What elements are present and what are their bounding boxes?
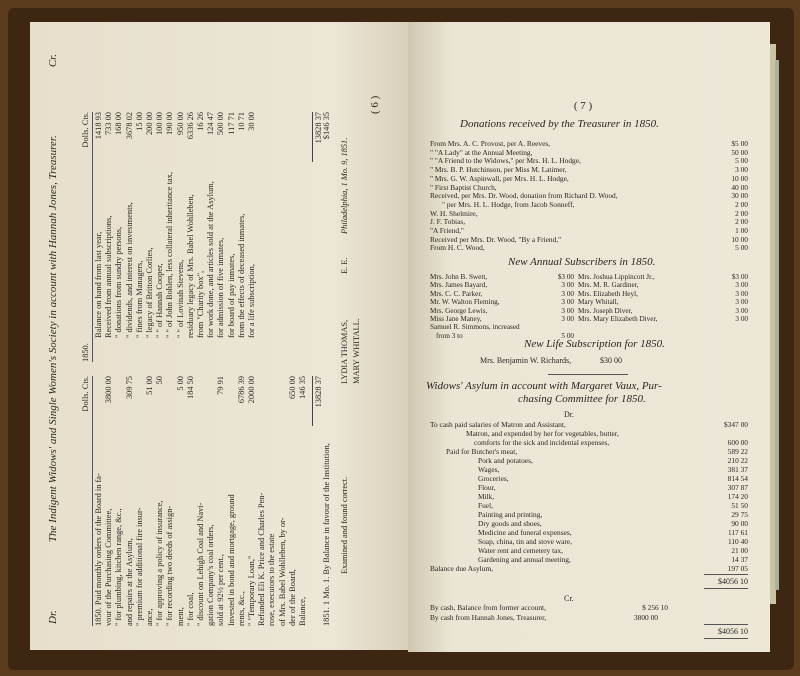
- donation-amount: 2 00: [735, 208, 748, 218]
- dr-text: Soap, china, tin and stove ware,: [478, 537, 572, 546]
- cr-amount: 3800 00: [633, 612, 658, 622]
- donation-amount: 40 00: [731, 182, 748, 192]
- credit-text: from "Charity box",: [196, 270, 205, 338]
- dr-label: Dr.: [564, 410, 574, 419]
- cr-label: Cr.: [564, 594, 574, 603]
- credit-amount: 733 00: [104, 112, 114, 136]
- donation-text: From Mrs. A. C. Provost, per A. Reeves,: [430, 139, 551, 148]
- debit-text: Balance,: [298, 596, 307, 626]
- life-amount: $30 00: [600, 356, 622, 365]
- credit-text: for admission of five inmates,: [216, 237, 226, 338]
- debit-text: " "Temporary Loan,": [247, 555, 256, 626]
- debit-amount: 650 00: [287, 376, 297, 400]
- dr-text: Gardening and annual meeting,: [478, 555, 571, 564]
- donation-text: " per Mrs. H. L. Hodge, from Jacob Sonneff,: [442, 199, 575, 209]
- debit-amount: 79 91: [216, 376, 226, 395]
- donation-amount: 10 00: [731, 234, 748, 244]
- dr-text: Matron, and expended by her for vegetables, butter,: [466, 429, 619, 438]
- credit-text: " fines from Managers,: [134, 260, 144, 338]
- cr-total-rule: [704, 624, 748, 625]
- annual-right-name: Mrs. Joseph Diver,: [578, 306, 633, 315]
- annual-left-name: Mrs. C. C. Parker,: [430, 289, 483, 298]
- credit-total: 13828 37: [314, 112, 324, 144]
- examined-note: Examined and found correct.: [340, 476, 349, 574]
- credit-text: for a life subscription,: [247, 264, 256, 338]
- signer-1: LYDIA THOMAS,: [340, 319, 349, 384]
- dr-text: Water rent and cemetery tax,: [478, 546, 563, 555]
- annual-right-amount: 3 00: [735, 315, 748, 323]
- donation-text: From H. C. Wood,: [430, 243, 485, 253]
- annual-right-name: Mary Whitall,: [578, 298, 619, 307]
- dr-amount: 210 22: [727, 456, 748, 465]
- annual-right-name: Mrs. Mary Elizabeth Diver,: [578, 315, 658, 323]
- donation-amount: 50 00: [731, 147, 748, 157]
- debit-text: rents, &c.,: [236, 591, 246, 626]
- dr-text: Flour,: [478, 483, 496, 492]
- donation-text: Received, per Mrs. Dr. Wood, donation from Richard D. Wood,: [430, 191, 618, 201]
- right-page: [408, 22, 770, 652]
- debit-amount: 184 50: [185, 376, 195, 400]
- debit-amount: 146 35: [298, 376, 307, 400]
- credit-text: " legacy of Britton Corlies,: [145, 247, 154, 338]
- donation-amount: 10 00: [731, 173, 748, 183]
- section-divider: [548, 374, 628, 375]
- annual-title: New Annual Subscribers in 1850.: [508, 256, 656, 268]
- dr-total-rule: [704, 574, 748, 575]
- credit-year-header: 1850.: [81, 343, 90, 362]
- credit-text: residuary legacy of Mrs. Babel Wohlleben,: [185, 194, 195, 338]
- debit-text: ance,: [145, 608, 154, 626]
- donation-text: " "A Friend to the Widows," per Mrs. H. L. Hodge,: [430, 156, 581, 166]
- annual-right-amount: $3 00: [731, 273, 748, 281]
- cr-total-rule-bottom: [704, 638, 748, 639]
- credit-amount: 6336 26: [185, 112, 195, 140]
- annual-left-name: Mrs. George Lewis,: [430, 306, 488, 315]
- cr-amount: $ 256 10: [642, 603, 668, 612]
- left-page-number: ( 6 ): [369, 95, 381, 114]
- debit-text: " for approving a policy of insurance,: [155, 500, 165, 626]
- debit-text: vour of the Purchasing Committee,: [104, 508, 114, 626]
- dr-amount: 174 20: [727, 492, 748, 501]
- credit-text: " donations from sundry persons,: [114, 226, 124, 338]
- dr-amount: 307 87: [727, 483, 748, 492]
- dr-amount: 110 40: [727, 537, 748, 546]
- dr-text: Fuel,: [478, 501, 493, 510]
- dr-text: Balance due Asylum,: [430, 564, 494, 573]
- debit-text: der of the Board,: [287, 569, 297, 626]
- donation-amount: 5 00: [735, 156, 748, 166]
- credit-amount: 190 00: [165, 112, 175, 136]
- debit-text: " for recording two deeds of assign-: [165, 505, 175, 626]
- rotated-account: [40, 34, 400, 634]
- credit-amount: 16 26: [196, 112, 205, 131]
- annual-left-amount: 3 00: [561, 281, 574, 290]
- debit-text: gation Company's coal orders,: [206, 524, 216, 626]
- debit-text: ment,: [175, 607, 185, 626]
- credit-text: " " of Lovinah Stevens,: [175, 259, 185, 338]
- donation-amount: 1 00: [735, 226, 748, 235]
- annual-left-name: Mrs. John B. Swett,: [430, 273, 488, 281]
- dr-amount: 197 05: [727, 564, 748, 573]
- credit-amount: 117 71: [226, 112, 236, 135]
- credit-amount: 1418 93: [94, 112, 103, 140]
- annual-left-amount: 5 00: [561, 331, 574, 340]
- debit-amount: 5 00: [175, 376, 185, 391]
- left-page: [30, 22, 408, 650]
- dr-text: Groceries,: [478, 474, 509, 483]
- credit-amount: 100 00: [155, 112, 165, 136]
- debit-dolls-header: Dolls. Cts.: [81, 376, 90, 412]
- dr-amount: 600 00: [727, 438, 748, 447]
- debit-amount: 2000 00: [247, 376, 256, 404]
- donation-text: Received per Mrs. Dr. Wood, "By a Friend,": [430, 234, 562, 244]
- credit-text: Received from annual subscriptions,: [104, 215, 114, 338]
- debit-amount: 3800 00: [104, 376, 114, 404]
- credit-dolls-header: Dolls. Cts.: [81, 112, 90, 148]
- right-page-number: ( 7 ): [573, 100, 593, 112]
- credit-amount: 15 00: [134, 112, 144, 131]
- balance-row: [322, 112, 332, 626]
- cr-text: By cash from Hannah Jones, Treasurer,: [430, 612, 547, 622]
- life-title: New Life Subscription for 1850.: [524, 338, 665, 350]
- debit-text: Invested in bond and mortgage, ground: [226, 494, 236, 626]
- credit-amount: 124 47: [206, 112, 216, 136]
- dr-amount: 29 75: [731, 510, 748, 519]
- debit-text: sold at 92½ per cent.,: [216, 554, 226, 626]
- life-name: Mrs. Benjamin W. Richards,: [480, 356, 572, 365]
- debit-text: " discount on Lehigh Coal and Navi-: [196, 502, 205, 626]
- dr-text: Wages,: [478, 465, 500, 474]
- balance-amount: $146 35: [322, 112, 331, 140]
- header-cr: Cr.: [47, 54, 59, 68]
- annual-left-name: Miss Jane Maney,: [430, 315, 482, 323]
- donation-amount: 2 00: [735, 199, 748, 209]
- dr-total-rule-bottom: [704, 588, 748, 589]
- dr-text: comforts for the sick and incidental expenses,: [474, 438, 610, 447]
- debit-amount: 309 75: [124, 376, 134, 400]
- header-dr: Dr.: [47, 610, 59, 624]
- debit-total: 13828 37: [314, 376, 324, 408]
- credit-amount: 30 00: [247, 112, 256, 131]
- credit-text: " dividends, and interest on investments,: [124, 202, 134, 338]
- credit-amount: 500 00: [216, 112, 226, 136]
- dr-amount: 90 00: [731, 519, 748, 528]
- credit-text: from the effects of deceased inmates,: [236, 213, 246, 338]
- debit-column: [80, 376, 324, 626]
- donation-text: " First Baptist Church,: [430, 182, 497, 192]
- donations-title: Donations received by the Treasurer in 1850.: [460, 118, 659, 130]
- dr-amount: $347 00: [723, 420, 748, 429]
- annual-left-name: Samuel R. Simmons, increased: [430, 323, 520, 332]
- annual-right-amount: 3 00: [735, 298, 748, 307]
- donation-text: " "A Lady" at the Annual Meeting,: [430, 147, 533, 157]
- place-date: Philadelphia, 1 Mo. 9, 1851.: [340, 137, 349, 234]
- annual-left-name: Mr. W. Walton Fleming,: [430, 298, 500, 307]
- dr-amount: 14 37: [731, 555, 748, 564]
- donation-text: " Mrs. B. P. Hutchinson, per Miss M. Latimer,: [430, 165, 567, 175]
- debit-total-rule: [312, 376, 313, 426]
- debit-text: 1850. Paid monthly orders of the Board in fa-: [94, 473, 103, 626]
- dr-text: Dry goods and shoes,: [478, 519, 542, 528]
- dr-text: Pork and potatoes,: [478, 456, 533, 465]
- annual-left-name: Mrs. James Bayard,: [430, 281, 488, 290]
- donation-amount: 30 00: [731, 191, 748, 201]
- dr-text: Milk,: [478, 492, 495, 501]
- credit-text: " " of Hannah Cooper,: [155, 263, 165, 338]
- debit-text: and repairs at the Asylum,: [124, 538, 134, 626]
- credit-text: " " of John Bohlen, less collateral inheritance tax,: [165, 172, 175, 338]
- annual-right-name: Mrs. M. R. Gardiner,: [578, 281, 639, 290]
- donation-amount: 3 00: [735, 165, 748, 175]
- cr-text: By cash, Balance from former account,: [430, 603, 546, 612]
- credit-text: for work done, and articles sold at the Asylum,: [206, 181, 216, 338]
- annual-left-amount: 3 00: [561, 298, 574, 307]
- dr-amount: 117 61: [727, 528, 748, 537]
- debit-amount: 50: [155, 376, 165, 385]
- debit-amount: 6786 39: [236, 376, 246, 404]
- annual-right-amount: 3 00: [735, 306, 748, 315]
- annual-left-amount: 3 00: [561, 289, 574, 298]
- dr-amount: 51 50: [731, 501, 748, 510]
- donation-amount: 5 00: [735, 243, 748, 253]
- dr-text: Painting and printing,: [478, 510, 543, 519]
- annual-left-amount: 3 00: [561, 306, 574, 315]
- dr-total: $4056 10: [718, 577, 748, 586]
- donation-text: W. H. Shelmire,: [430, 208, 478, 218]
- debit-text: rose, executors to the estate: [267, 533, 277, 626]
- balance-line: 1851. 1 Mo. 1. By Balance in favour of the Institution,: [322, 443, 331, 626]
- annual-right-amount: 3 00: [735, 281, 748, 290]
- credit-amount: 3678 02: [124, 112, 134, 140]
- debit-text: Refunded Eli K. Price and Charles Pen-: [257, 492, 267, 626]
- dr-amount: 21 00: [731, 546, 748, 555]
- dr-amount: 814 54: [727, 474, 748, 483]
- debit-text: " for plumbing, kitchen range, &c.,: [114, 508, 124, 626]
- page-edge-shadow: [775, 60, 779, 590]
- donation-text: "A Friend,": [430, 226, 464, 235]
- cr-total: $4056 10: [718, 627, 748, 636]
- asylum-title-2: chasing Committee for 1850.: [518, 393, 646, 405]
- credit-column: [80, 112, 324, 362]
- signer-2: MARY WHITALL.: [352, 318, 361, 384]
- credit-amount: 950 00: [175, 112, 185, 136]
- dr-text: Medicine and funeral expenses,: [478, 528, 572, 537]
- dr-amount: 381 37: [727, 465, 748, 474]
- asylum-title-1: Widows' Asylum in account with Margaret Vaux, Pur-: [426, 380, 662, 392]
- dr-text: To cash paid salaries of Matron and Assistant,: [430, 420, 566, 429]
- annual-right-name: Mrs. Elizabeth Heyl,: [578, 289, 638, 298]
- credit-text: for board of pay inmates,: [226, 253, 236, 338]
- annual-left-amount: $3 00: [557, 273, 574, 281]
- dr-amount: 589 22: [727, 447, 748, 456]
- debit-text: " premium for additional fire insur-: [134, 507, 144, 626]
- annual-right-amount: 3 00: [735, 289, 748, 298]
- credit-amount: 200 00: [145, 112, 154, 136]
- donation-text: " Mrs. G. W. Aspinwall, per Mrs. H. L. Hodge,: [430, 173, 569, 183]
- header-title: The Indigent Widows' and Single Women's Society in account with Hannah Jones, Treasurer.: [47, 135, 59, 543]
- donation-text: J. F. Tobias,: [430, 217, 466, 227]
- credit-amount: 10 71: [236, 112, 246, 131]
- credit-text: Balance on hand from last year,: [94, 231, 103, 338]
- annual-left-amount: 3 00: [561, 315, 574, 323]
- credit-total-rule: [312, 112, 313, 162]
- dr-text: Paid for Butcher's meat,: [446, 447, 518, 456]
- debit-text: of Mrs. Babel Wohlleben, by or-: [277, 517, 287, 626]
- donation-amount: 2 00: [735, 217, 748, 227]
- debit-amount: 51 00: [145, 376, 154, 395]
- debit-text: " for coal,: [185, 592, 195, 626]
- donation-amount: $5 00: [731, 139, 748, 148]
- credit-amount: 168 00: [114, 112, 124, 136]
- account-header: [48, 54, 58, 624]
- annual-right-name: Mrs. Joshua Lippincott Jr.,: [578, 273, 655, 281]
- ee-line: E. E.: [340, 257, 349, 274]
- annual-left-name: from 3 to: [436, 331, 463, 340]
